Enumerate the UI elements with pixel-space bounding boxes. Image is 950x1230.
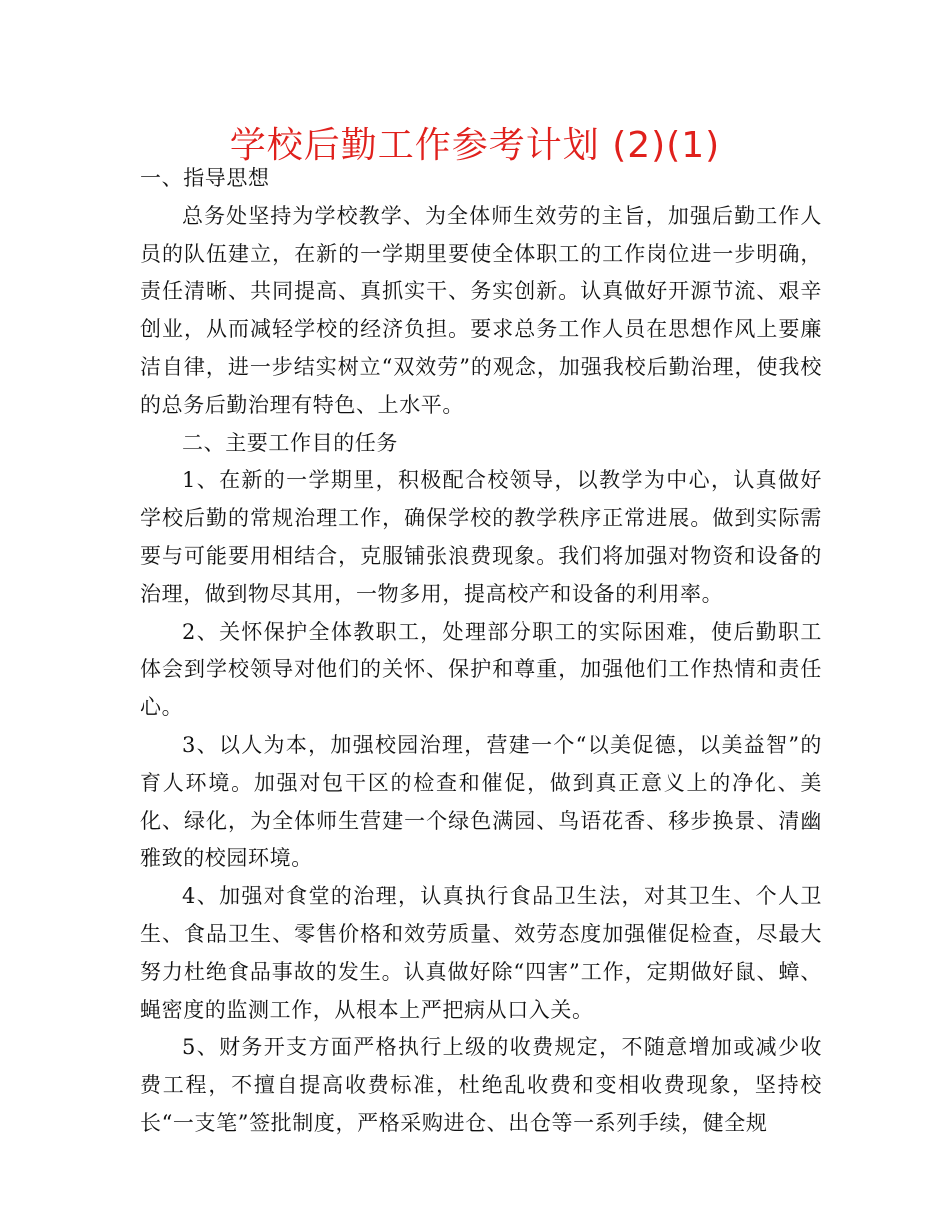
section-heading-guiding-ideology: 一、指导思想 [140,166,270,190]
task-item-3: 3、以人为本，加强校园治理，营建一个“以美促德，以美益智”的育人环境。加强对包干区的检查和催促，做到真正意义上的净化、美化、绿化，为全体师生营建一个绿色满园、鸟语花香、移步换景、清幽雅致的校园环境。 [140,732,822,871]
task-item-1: 1、在新的一学期里，积极配合校领导，以教学为中心，认真做好学校后勤的常规治理工作，确保学校的教学秩序正常进展。做到实际需要与可能要用相结合，克服铺张浪费现象。我们将加强对物资和设备的治理，做到物尽其用，一物多用，提高校产和设备的利用率。 [140,468,822,606]
task-item-5: 5、财务开支方面严格执行上级的收费规定，不随意增加或减少收费工程，不擅自提高收费标准，杜绝乱收费和变相收费现象，坚持校长“一支笔”签批制度，严格采购进仓、出仓等一系列手续，健全规 [140,1035,822,1135]
task-item-4: 4、加强对食堂的治理，认真执行食品卫生法，对其卫生、个人卫生、食品卫生、零售价格和效劳质量、效劳态度加强催促检查，尽最大努力杜绝食品事故的发生。认真做好除“四害”工作，定期做好鼠、蟑、蝇密度的监测工作，从根本上严把病从口入关。 [140,884,822,1022]
task-item-2: 2、关怀保护全体教职工，处理部分职工的实际困难，使后勤职工体会到学校领导对他们的关怀、保护和尊重，加强他们工作热情和责任心。 [140,619,822,720]
section-heading-main-tasks: 二、主要工作目的任务 [182,430,398,455]
document-title: 学校后勤工作参考计划 (2)(1) [229,125,721,166]
paragraph-guiding-ideology: 总务处坚持为学校教学、为全体师生效劳的主旨，加强后勤工作人员的队伍建立，在新的一学期里要使全体职工的工作岗位进一步明确，责任清晰、共同提高、真抓实干、务实创新。认真做好开源节流、艰辛创业，从而减轻学校的经济负担。要求总务工作人员在思想作风上要廉洁自律，进一步结实树立“双效劳”的观念，加强我校后勤治理，使我校的总务后勤治理有特色、上水平。 [140,203,822,417]
document-body [140,160,822,1143]
